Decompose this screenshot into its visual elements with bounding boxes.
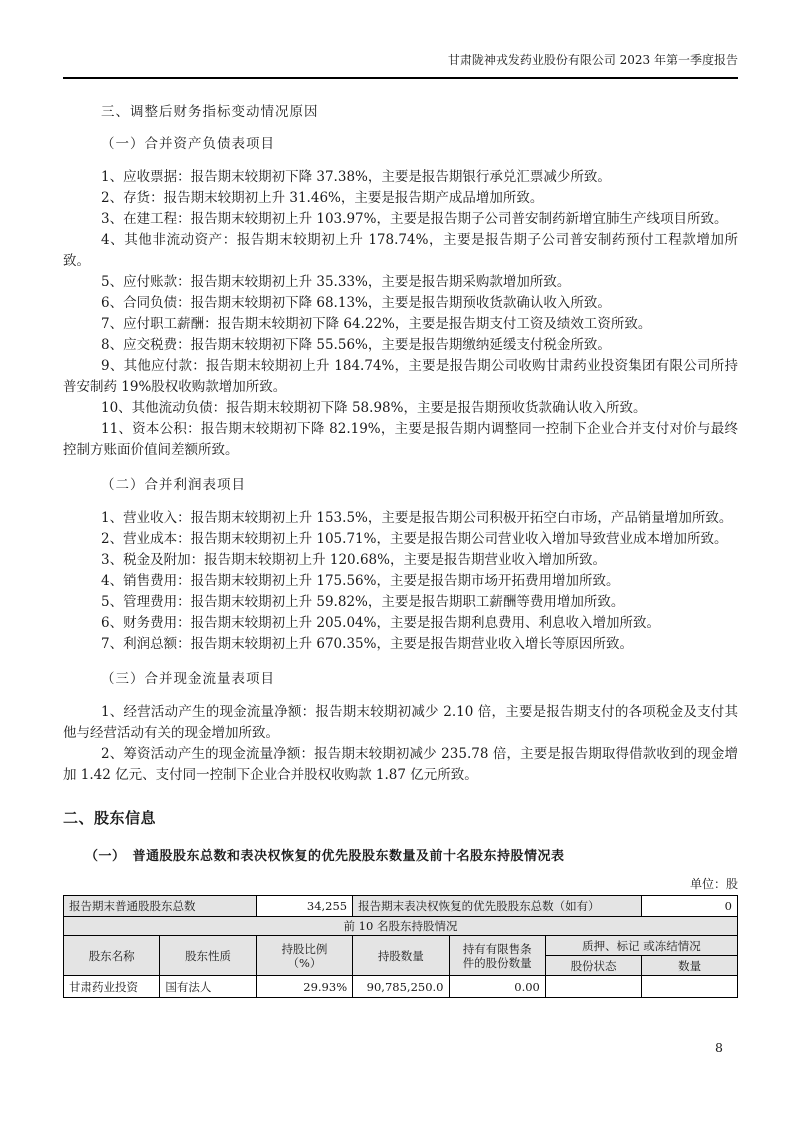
col-header-pledge-status: 股份状态	[545, 956, 641, 976]
shareholder-table	[63, 895, 738, 998]
shareholder-nature-cell: 国有法人	[160, 976, 256, 998]
page-header	[63, 52, 738, 79]
income-item-7: 7、利润总额：报告期末较期初上升 670.35%，主要是报告期营业收入增长等原因所致。	[101, 636, 633, 652]
col-header-pledge-group: 质押、标记 或冻结情况	[545, 936, 737, 956]
income-item-6: 6、财务费用：报告期末较期初上升 205.04%，主要是报告期利息费用、利息收入增加所致。	[101, 615, 660, 631]
balance-item-6: 6、合同负债：报告期末较期初下降 68.13%，主要是报告期预收货款确认收入所致。	[101, 295, 611, 311]
table-row-shareholder	[64, 976, 738, 998]
income-item-2: 2、营业成本：报告期末较期初上升 105.71%，主要是报告期公司营业收入增加导致营业成本增加所致。	[101, 531, 728, 547]
cash-item-1: 1、经营活动产生的现金流量净额：报告期末较期初减少 2.10 倍，主要是报告期支付的各项税金及支付其他与经营活动有关的现金增加所致。	[63, 704, 738, 741]
balance-item-3: 3、在建工程：报告期末较期初上升 103.97%，主要是报告期子公司普安制药新增宜肺生产线项目所致。	[101, 211, 728, 227]
common-shareholders-value: 34,255	[256, 896, 352, 917]
income-item-4: 4、销售费用：报告期末较期初上升 175.56%，主要是报告期市场开拓费用增加所致。	[101, 573, 620, 589]
report-title: 甘肃陇神戎发药业股份有限公司 2023 年第一季度报告	[447, 53, 738, 67]
section-adjusted-indicators-title: 三、调整后财务指标变动情况原因	[101, 104, 319, 120]
col-header-nature: 股东性质	[160, 936, 256, 976]
page-number: 8	[715, 1040, 723, 1055]
preferred-shareholders-label: 报告期末表决权恢复的优先股股东总数（如有）	[353, 896, 642, 917]
subsection-income-statement-title: （二）合并利润表项目	[101, 477, 246, 493]
balance-item-5: 5、应付账款：报告期末较期初上升 35.33%，主要是报告期采购款增加所致。	[101, 274, 571, 290]
shareholder-pledge-quantity-cell	[642, 976, 738, 998]
balance-item-8: 8、应交税费：报告期末较期初下降 55.56%，主要是报告期缴纳延缓支付税金所致。	[101, 337, 611, 353]
income-item-3: 3、税金及附加：报告期末较期初上升 120.68%，主要是报告期营业收入增加所致。	[101, 552, 606, 568]
shareholder-table-subtitle: （一） 普通股股东总数和表决权恢复的优先股股东数量及前十名股东持股情况表	[85, 849, 565, 864]
balance-item-1: 1、应收票据：报告期末较期初下降 37.38%，主要是报告期银行承兑汇票减少所致。	[101, 169, 611, 185]
subsection-cash-flow-title: （三）合并现金流量表项目	[101, 671, 275, 687]
col-header-ratio: 持股比例 （%）	[256, 936, 352, 976]
col-header-name: 股东名称	[64, 936, 160, 976]
preferred-shareholders-value: 0	[642, 896, 738, 917]
col-header-pledge-quantity: 数量	[642, 956, 738, 976]
balance-item-9: 9、其他应付款：报告期末较期初上升 184.74%，主要是报告期公司收购甘肃药业投资集团有限公司所持普安制药 19%股权收购款增加所致。	[63, 358, 738, 395]
common-shareholders-label: 报告期末普通股股东总数	[64, 896, 257, 917]
balance-item-2: 2、存货：报告期末较期初上升 31.46%，主要是报告期产成品增加所致。	[101, 190, 544, 206]
balance-item-4: 4、其他非流动资产：报告期末较期初上升 178.74%，主要是报告期子公司普安制药预付工程款增加所致。	[63, 232, 738, 269]
col-header-quantity: 持股数量	[353, 936, 449, 976]
balance-item-11: 11、资本公积：报告期末较期初下降 82.19%，主要是报告期内调整同一控制下企业合并支付对价与最终控制方账面价值间差额所致。	[63, 421, 738, 458]
table-row-summary	[64, 896, 738, 917]
shareholder-name-cell: 甘肃药业投资	[64, 976, 160, 998]
shareholder-pledge-status-cell	[545, 976, 641, 998]
income-item-5: 5、管理费用：报告期末较期初上升 59.82%，主要是报告期职工薪酬等费用增加所致。	[101, 594, 625, 610]
cash-item-2: 2、筹资活动产生的现金流量净额：报告期末较期初减少 235.78 倍，主要是报告期取得借款收到的现金增加 1.42 亿元、支付同一控制下企业合并股权收购款 1.87 亿元所致。	[63, 746, 738, 783]
subsection-balance-sheet-title: （一）合并资产负债表项目	[101, 136, 275, 152]
balance-item-7: 7、应付职工薪酬：报告期末较期初下降 64.22%，主要是报告期支付工资及绩效工资所致。	[101, 316, 652, 332]
unit-label: 单位：股	[689, 877, 738, 891]
balance-item-10: 10、其他流动负债：报告期末较期初下降 58.98%，主要是报告期预收货款确认收入所致。	[101, 400, 647, 416]
shareholder-ratio-cell: 29.93%	[256, 976, 352, 998]
section-shareholder-info-title: 二、股东信息	[63, 809, 157, 827]
shareholder-quantity-cell: 90,785,250.0	[353, 976, 449, 998]
top10-group-header: 前 10 名股东持股情况	[64, 917, 738, 936]
col-header-restricted: 持有有限售条 件的股份数量	[449, 936, 545, 976]
income-item-1: 1、营业收入：报告期末较期初上升 153.5%，主要是报告期公司积极开拓空白市场，产品销量增加所致。	[101, 510, 733, 526]
table-header-row-1	[64, 936, 738, 956]
shareholder-restricted-cell: 0.00	[449, 976, 545, 998]
table-row-group-header	[64, 917, 738, 936]
